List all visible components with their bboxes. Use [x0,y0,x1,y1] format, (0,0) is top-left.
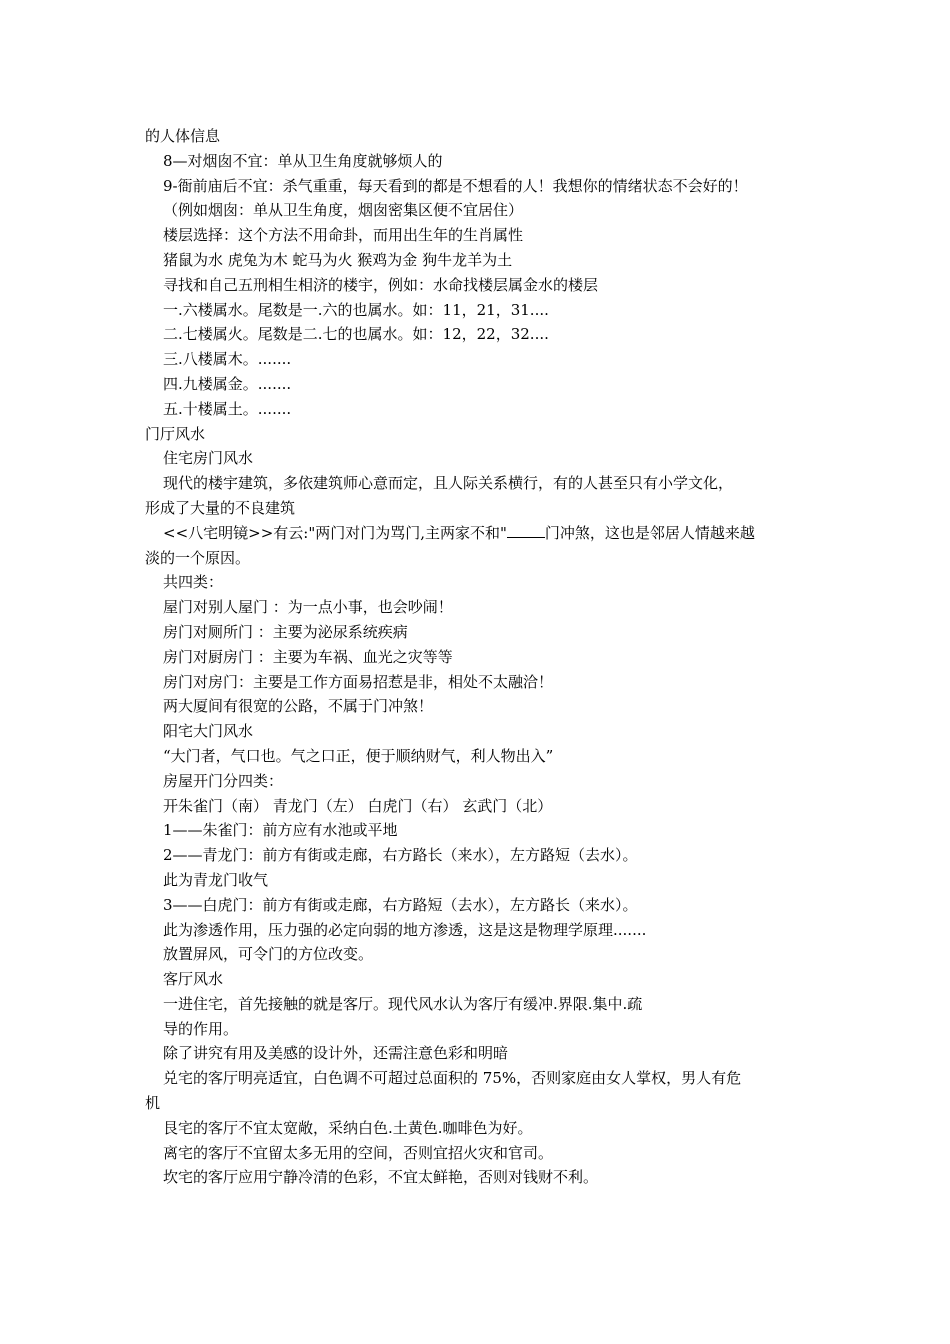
subsection-heading: 住宅房门风水 [163,449,254,468]
text-line: 楼层选择：这个方法不用命卦，而用出生年的生肖属性 [163,226,524,245]
text-line: 房门对厕所门 ：主要为泌尿系统疾病 [163,622,408,641]
text-line: 9-衙前庙后不宜：杀气重重，每天看到的都是不想看的人！我想你的情绪状态不会好的！ [163,176,748,195]
document-body [145,124,820,1190]
text-line: 除了讲究有用及美感的设计外，还需注意色彩和明暗 [163,1044,509,1063]
text-line: 四.九楼属金。....... [163,374,292,393]
subsection-heading: 阳宅大门风水 [163,722,254,741]
text-line: 艮宅的客厅不宜太宽敞，采纳白色.土黄色.咖啡色为好。 [163,1118,533,1137]
text-line: 房门对房门：主要是工作方面易招惹是非，相处不太融洽！ [163,672,554,691]
text-line [145,521,820,546]
text-line: 离宅的客厅不宜留太多无用的空间，否则宜招火灾和官司。 [163,1143,554,1162]
text-line: 猪鼠为水 虎兔为木 蛇马为火 猴鸡为金 狗牛龙羊为土 [163,250,513,269]
quote-text: <<八宅明镜>>有云:"两门对门为骂门,主两家不和" [163,523,507,542]
text-line: 开朱雀门（南） 青龙门（左） 白虎门（右） 玄武门（北） [163,796,553,815]
text-line: 坎宅的客厅应用宁静冷清的色彩，不宜太鲜艳，否则对钱财不利。 [163,1168,599,1187]
subsection-heading: 客厅风水 [163,970,224,989]
text-line: 一.六楼属水。尾数是一.六的也属水。如：11，21，31.... [163,300,549,319]
text-line: （例如烟囱：单从卫生角度，烟囱密集区便不宜居住） [163,201,524,220]
text-line: 二.七楼属火。尾数是二.七的也属水。如：12，22，32.... [163,325,549,344]
text-line: “大门者，气口也。气之口正，便于顺纳财气，利人物出入” [163,746,554,765]
text-line: 8—对烟囱不宜：单从卫生角度就够烦人的 [163,151,443,170]
text-line: 1——朱雀门：前方应有水池或平地 [163,821,398,840]
text-line: 淡的一个原因。 [145,548,251,567]
text-line: 房门对厨房门 ：主要为车祸、血光之灾等等 [163,647,453,666]
text-line: 此为青龙门收气 [163,870,269,889]
text-line: 寻找和自己五刑相生相济的楼宇，例如：水命找楼层属金水的楼层 [163,275,599,294]
text-line: 形成了大量的不良建筑 [145,498,296,517]
text-line: 现代的楼宇建筑，多依建筑师心意而定，且人际关系横行，有的人甚至只有小学文化， [163,474,734,493]
text-line: 一进住宅，首先接触的就是客厅。现代风水认为客厅有缓冲.界限.集中.疏 [163,994,643,1013]
text-line: 三.八楼属木。....... [163,350,292,369]
text-line: 两大厦间有很宽的公路，不属于门冲煞！ [163,697,434,716]
text-line: 屋门对别人屋门 ：为一点小事，也会吵闹！ [163,598,453,617]
text-line: 3——白虎门：前方有街或走廊，右方路短（去水），左方路长（来水）。 [163,895,638,914]
text-line: 2——青龙门：前方有街或走廊，右方路长（来水），左方路短（去水）。 [163,846,638,865]
text-line: 此为渗透作用，压力强的必定向弱的地方渗透，这是这是物理学原理....... [163,920,647,939]
text-line: 共四类： [163,573,224,592]
blank-underline [507,523,545,538]
section-heading: 门厅风水 [145,424,206,443]
text-line: 兑宅的客厅明亮适宜，白色调不可超过总面积的 75%，否则家庭由女人掌权，男人有危 [163,1069,742,1088]
text-line: 放置屏风，可令门的方位改变。 [163,945,374,964]
text-line: 机 [145,1094,161,1113]
text-line: 的人体信息 [145,127,221,145]
text-line: 房屋开门分四类： [163,771,284,790]
text-line: 五.十楼属土。....... [163,399,292,418]
text-line: 导的作用。 [163,1019,239,1038]
quote-continuation: 门冲煞，这也是邻居人情越来越 [544,523,755,542]
